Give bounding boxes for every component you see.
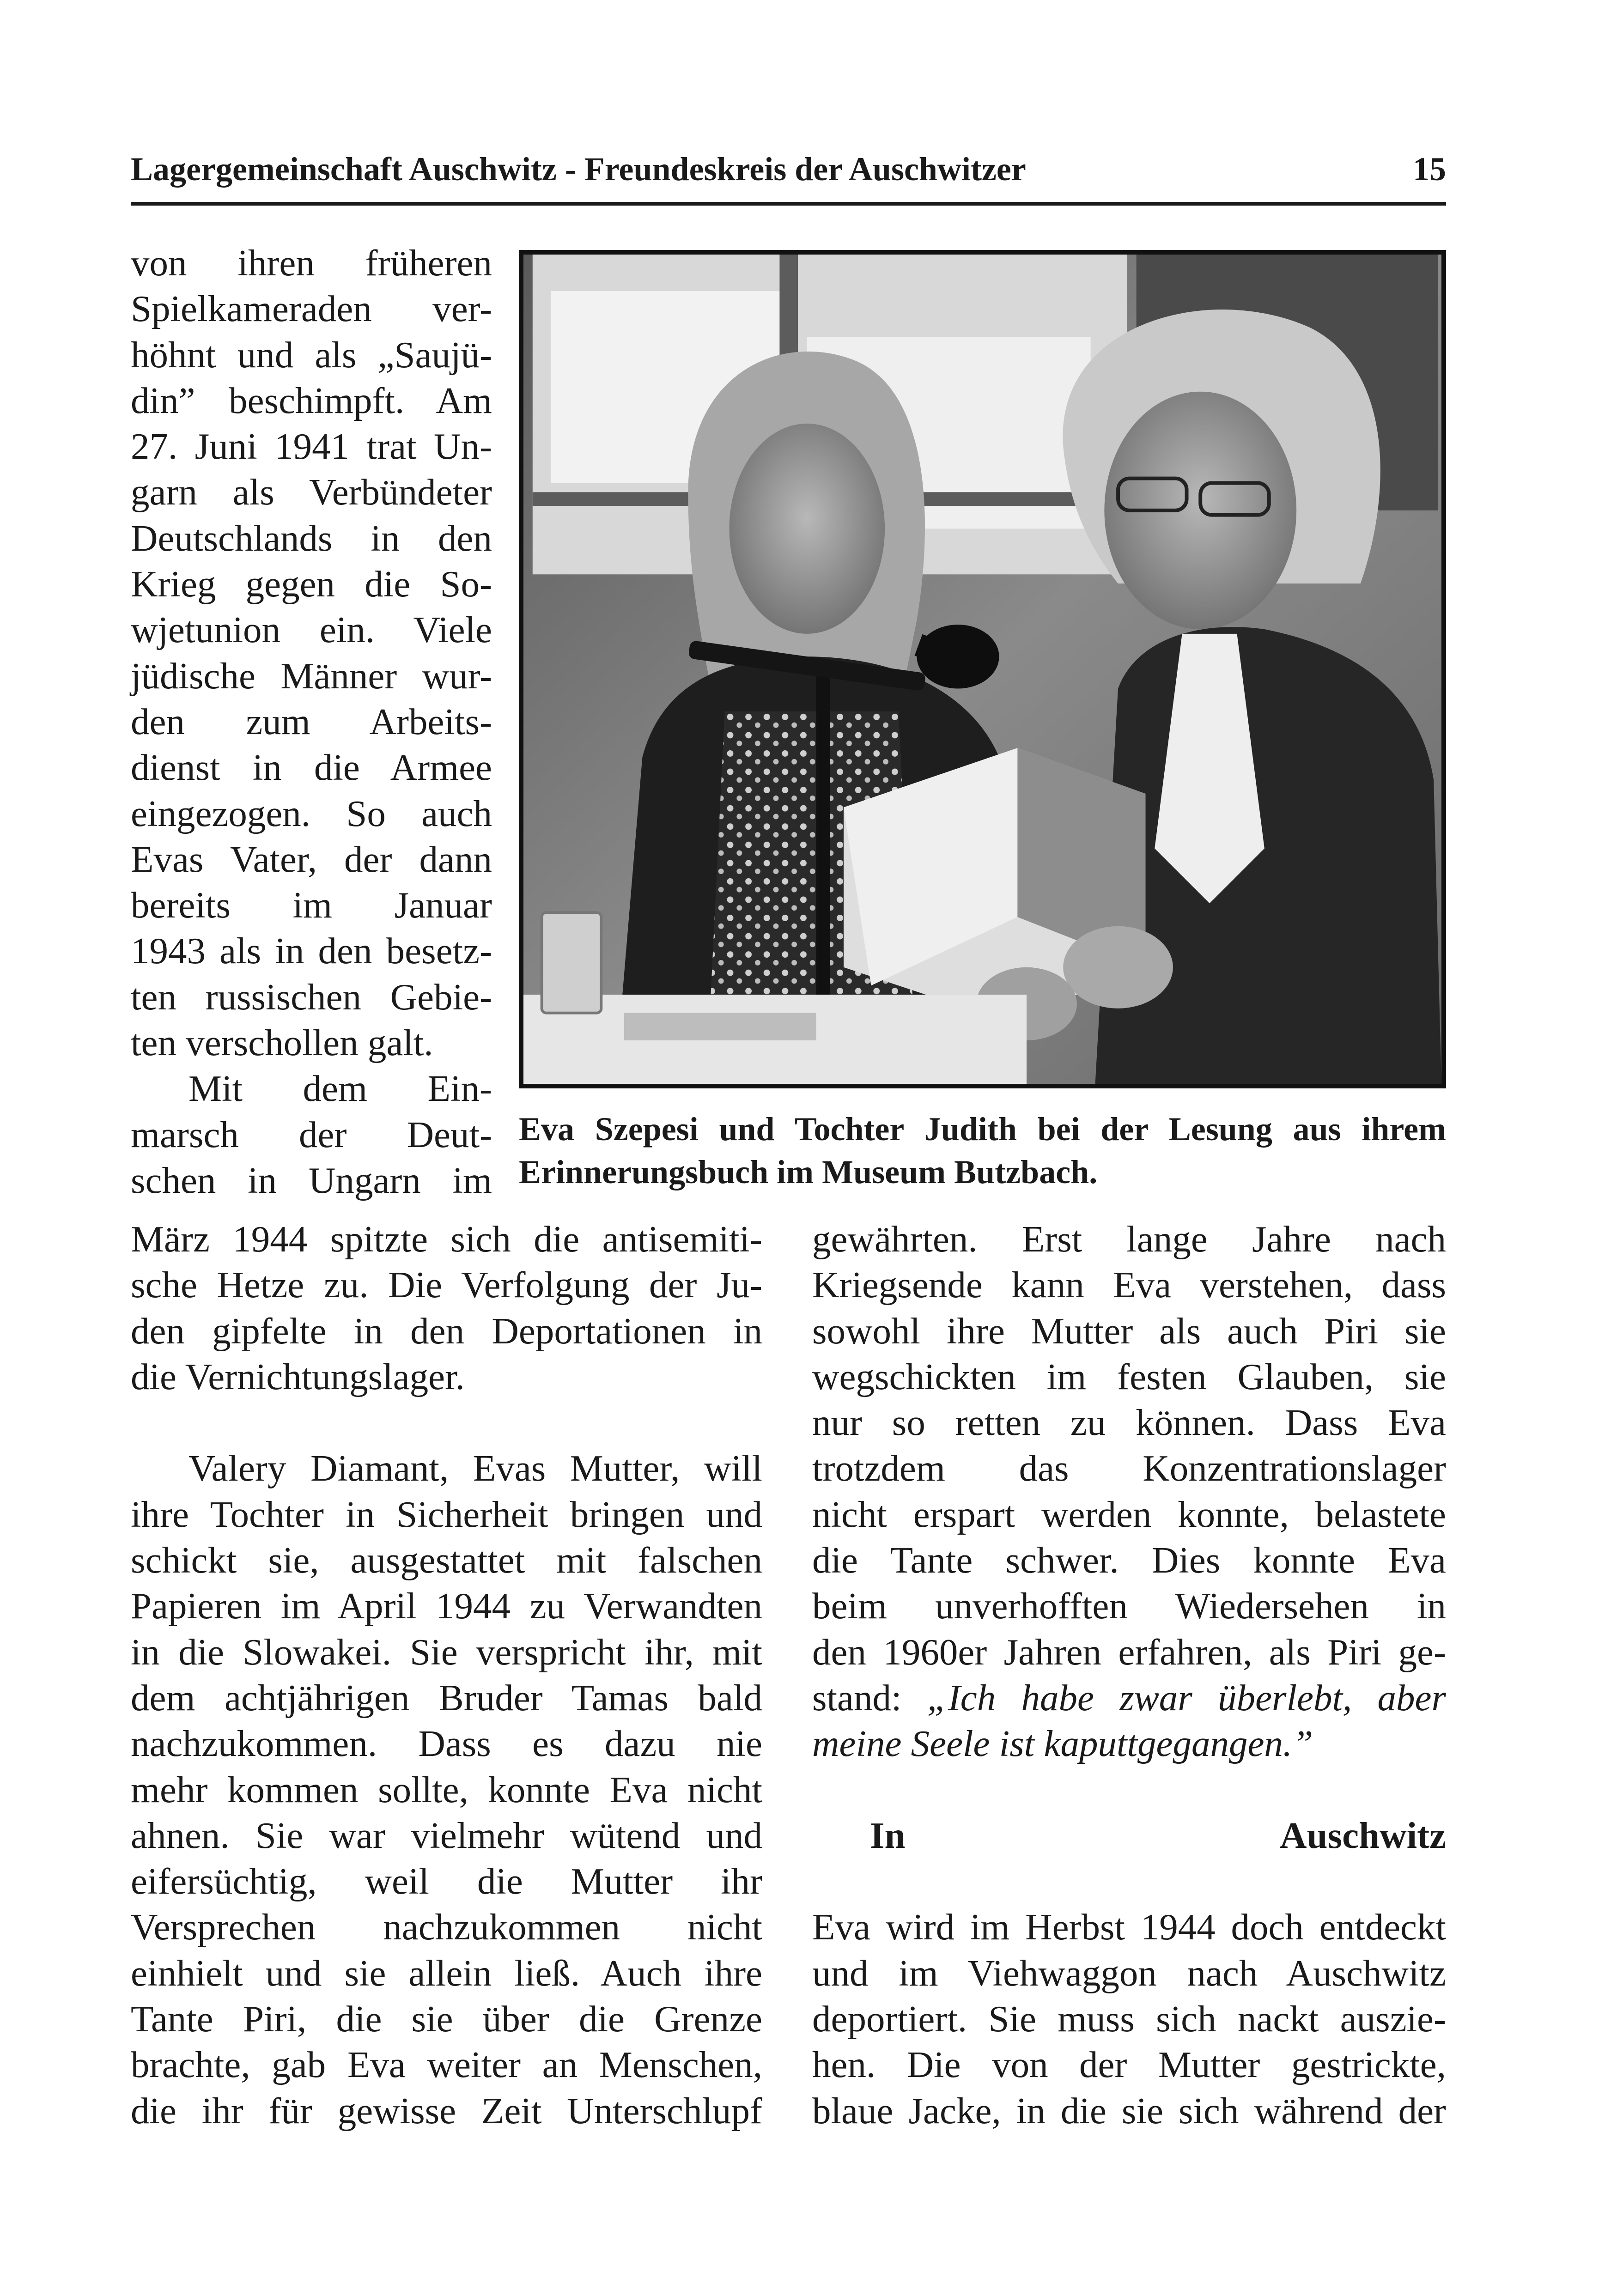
photo-illustration [523, 255, 1441, 1084]
text-line: und im Viehwaggon nach Auschwitz [812, 1952, 1446, 1994]
photo-reading-event [519, 250, 1446, 1088]
text-line: Deutschlands in den [131, 517, 492, 559]
text-line: eingezogen. So auch [131, 792, 492, 834]
text-line: 27. Juni 1941 trat Un- [131, 425, 492, 468]
text-line: blaue Jacke, in die sie sich während der [812, 2089, 1446, 2132]
text-line: Krieg gegen die So- [131, 563, 492, 605]
text-line: jüdische Männer wur- [131, 655, 492, 697]
text-line: hen. Die von der Mutter gestrickte, [812, 2044, 1446, 2086]
text-line: den zum Arbeits- [131, 700, 492, 742]
text-line: Valery Diamant, Evas Mutter, will [188, 1447, 762, 1489]
text-line: din” beschimpft. Am [131, 379, 492, 421]
header-rule [131, 202, 1446, 206]
text-line: von ihren früheren [131, 242, 492, 284]
text-line: die Tante schwer. Dies konnte Eva [812, 1539, 1446, 1581]
text-line: März 1944 spitzte sich die antisemiti- [131, 1218, 762, 1260]
photo-caption: Eva Szepesi und Tochter Judith bei der Lesung aus ihrem Erinnerungsbuch im Museum Butzbach. [519, 1111, 1446, 1191]
text-line: Spielkameraden ver- [131, 288, 492, 330]
text-line: dem achtjährigen Bruder Tamas bald [131, 1676, 762, 1719]
quote-text: „Ich habe zwar überlebt, aber [927, 1676, 1447, 1719]
quote-prefix: stand: [812, 1676, 927, 1719]
text-line: dienst in die Armee [131, 747, 492, 789]
text-line: marsch der Deut- [131, 1113, 492, 1155]
text-line: nachzukommen. Dass es dazu nie [131, 1723, 762, 1765]
text-line: eifersüchtig, weil die Mutter ihr [131, 1860, 762, 1902]
text-line: Evas Vater, der dann [131, 838, 492, 880]
text-line: gewährten. Erst lange Jahre nach [812, 1218, 1446, 1260]
text-line: wegschickten im festen Glauben, sie [812, 1355, 1446, 1397]
paragraph-spacer [812, 1859, 1446, 1904]
text-line: Kriegsende kann Eva verstehen, dass [812, 1264, 1446, 1306]
text-line: deportiert. Sie muss sich nackt auszie- [812, 1998, 1446, 2040]
text-line: Papieren im April 1944 zu Verwandten [131, 1585, 762, 1627]
text-line: bereits im Januar [131, 884, 492, 926]
text-line: garn als Verbündeter [131, 471, 492, 513]
text-line: Mit dem Ein- [188, 1068, 492, 1110]
running-header-title: Lagergemeinschaft Auschwitz - Freundeskreis der Auschwitzer [131, 151, 1026, 188]
text-line: höhnt und als „Saujü- [131, 334, 492, 376]
text-line: den 1960er Jahren erfahren, als Piri ge- [812, 1631, 1446, 1673]
text-line: nur so retten zu können. Dass Eva [812, 1402, 1446, 1444]
text-line: wjetunion ein. Viele [131, 609, 492, 651]
text-line: beim unverhofften Wiedersehen in [812, 1585, 1446, 1627]
text-line: mehr kommen sollte, konnte Eva nicht [131, 1768, 762, 1810]
left-column-text [131, 1216, 762, 2134]
text-line: 1943 als in den besetz- [131, 930, 492, 972]
paragraph-spacer [812, 1767, 1446, 1813]
text-line: schickt sie, ausgestattet mit falschen [131, 1539, 762, 1581]
paragraph-spacer [131, 1400, 762, 1446]
text-line: sche Hetze zu. Die Verfolgung der Ju- [131, 1264, 762, 1306]
text-line: nicht erspart werden konnte, belastete [812, 1493, 1446, 1535]
text-line: trotzdem das Konzentrationslager [812, 1447, 1446, 1489]
text-line: ten verschollen galt. [131, 1022, 433, 1064]
page-number: 15 [1413, 151, 1446, 188]
text-line: Versprechen nachzukommen nicht [131, 1906, 762, 1948]
narrow-column-text [131, 240, 492, 1203]
text-line: die Vernichtungslager. [131, 1355, 465, 1397]
section-heading: In Auschwitz [870, 1814, 1446, 1856]
quote-text-end: meine Seele ist kaputtgegangen.” [812, 1723, 1313, 1765]
text-line: sowohl ihre Mutter als auch Piri sie [812, 1310, 1446, 1352]
text-line: ihre Tochter in Sicherheit bringen und [131, 1493, 762, 1535]
text-line: schen in Ungarn im [131, 1159, 492, 1201]
text-line: in die Slowakei. Sie verspricht ihr, mit [131, 1631, 762, 1673]
text-line: brachte, gab Eva weiter an Menschen, [131, 2044, 762, 2086]
text-line: Tante Piri, die sie über die Grenze [131, 1998, 762, 2040]
text-line: Eva wird im Herbst 1944 doch entdeckt [812, 1906, 1446, 1948]
right-column-text [812, 1216, 1446, 2134]
quote-line [812, 1675, 1446, 1721]
text-line: den gipfelte in den Deportationen in [131, 1310, 762, 1352]
text-line: ten russischen Gebie- [131, 976, 492, 1018]
text-line: ahnen. Sie war vielmehr wütend und [131, 1814, 762, 1856]
text-line: einhielt und sie allein ließ. Auch ihre [131, 1952, 762, 1994]
text-line: die ihr für gewisse Zeit Unterschlupf [131, 2089, 762, 2132]
